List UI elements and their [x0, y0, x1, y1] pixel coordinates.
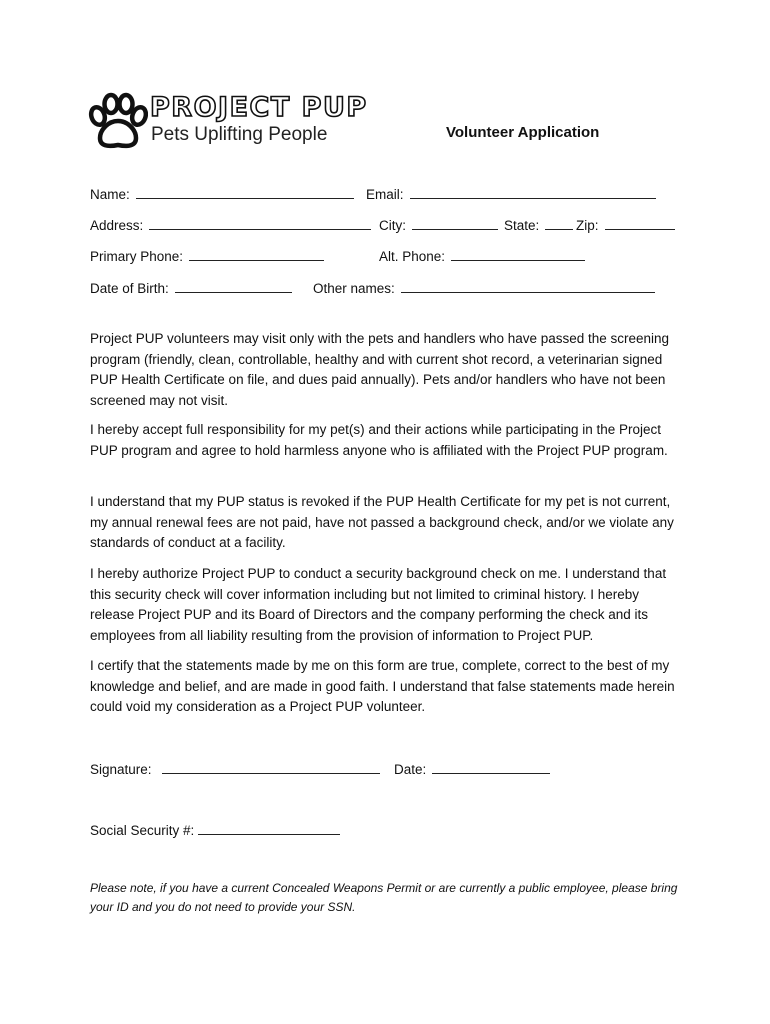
- background-check-paragraph: I hereby authorize Project PUP to conduct a security background check on me. I understand that this security check will cover information including but not limited to criminal history. I hereby release Project PUP and its Board of Directors and the company performing the check and its employees from all liability resulting from the provision of information to Project PUP.: [90, 566, 667, 643]
- date-line[interactable]: [432, 761, 550, 774]
- signature-field[interactable]: [90, 761, 380, 777]
- responsibility-paragraph: I hereby accept full responsibility for my pet(s) and their actions while participating in the Project PUP program and agree to hold harmless anyone who is affiliated with the Project PUP program.: [90, 422, 668, 458]
- primary-phone-field[interactable]: [90, 248, 324, 264]
- primary-phone-line[interactable]: [189, 248, 324, 261]
- other-names-line[interactable]: [401, 280, 655, 293]
- other-names-label: Other names:: [313, 281, 395, 296]
- address-line[interactable]: [149, 217, 371, 230]
- address-label: Address:: [90, 218, 144, 233]
- state-line[interactable]: [545, 217, 573, 230]
- alt-phone-label: Alt. Phone:: [379, 249, 446, 264]
- email-field[interactable]: [366, 186, 656, 202]
- logo-subtitle: Pets Uplifting People: [151, 124, 328, 145]
- email-label: Email:: [366, 187, 404, 202]
- ssn-field[interactable]: [90, 822, 340, 838]
- alt-phone-line[interactable]: [451, 248, 585, 261]
- address-field[interactable]: [90, 217, 371, 233]
- primary-phone-label: Primary Phone:: [90, 249, 184, 264]
- state-field[interactable]: [504, 217, 573, 233]
- city-label: City:: [379, 218, 406, 233]
- dob-label: Date of Birth:: [90, 281, 169, 296]
- name-line[interactable]: [136, 186, 354, 199]
- signature-line[interactable]: [162, 761, 380, 774]
- paw-icon: [88, 92, 148, 152]
- alt-phone-field[interactable]: [379, 248, 585, 264]
- ssn-label: Social Security #:: [90, 823, 195, 838]
- zip-line[interactable]: [605, 217, 675, 230]
- certification-paragraph: I certify that the statements made by me on this form are true, complete, correct to the best of my knowledge and belief, and are made in good faith. I understand that false statements made herein could void my consideration as a Project PUP volunteer.: [90, 658, 675, 715]
- other-names-field[interactable]: [313, 280, 655, 296]
- revocation-paragraph: I understand that my PUP status is revoked if the PUP Health Certificate for my pet is not current, my annual renewal fees are not paid, have not passed a background check, and/or we violate any standards of conduct at a facility.: [90, 494, 674, 551]
- project-pup-logo: [88, 92, 368, 154]
- dob-field[interactable]: [90, 280, 292, 296]
- logo-title: PROJECT PUP: [150, 92, 368, 123]
- city-line[interactable]: [412, 217, 498, 230]
- zip-field[interactable]: [576, 217, 675, 233]
- state-label: State:: [504, 218, 540, 233]
- date-label: Date:: [394, 762, 427, 777]
- signature-label: Signature:: [90, 762, 152, 777]
- dob-line[interactable]: [175, 280, 292, 293]
- zip-label: Zip:: [576, 218, 599, 233]
- name-field[interactable]: [90, 186, 354, 202]
- ssn-line[interactable]: [198, 822, 340, 835]
- date-field[interactable]: [394, 761, 550, 777]
- email-line[interactable]: [410, 186, 656, 199]
- document-title: Volunteer Application: [446, 124, 600, 141]
- ccw-note: Please note, if you have a current Concealed Weapons Permit or are currently a public employee, please bring your ID and you do not need to provide your SSN.: [90, 881, 678, 914]
- screening-paragraph: Project PUP volunteers may visit only with the pets and handlers who have passed the screening program (friendly, clean, controllable, healthy and with current shot record, a veterinarian signed PUP Health Certificate on file, and dues paid annually). Pets and/or handlers who have not been screened may not visit.: [90, 331, 670, 408]
- name-label: Name:: [90, 187, 130, 202]
- city-field[interactable]: [379, 217, 498, 233]
